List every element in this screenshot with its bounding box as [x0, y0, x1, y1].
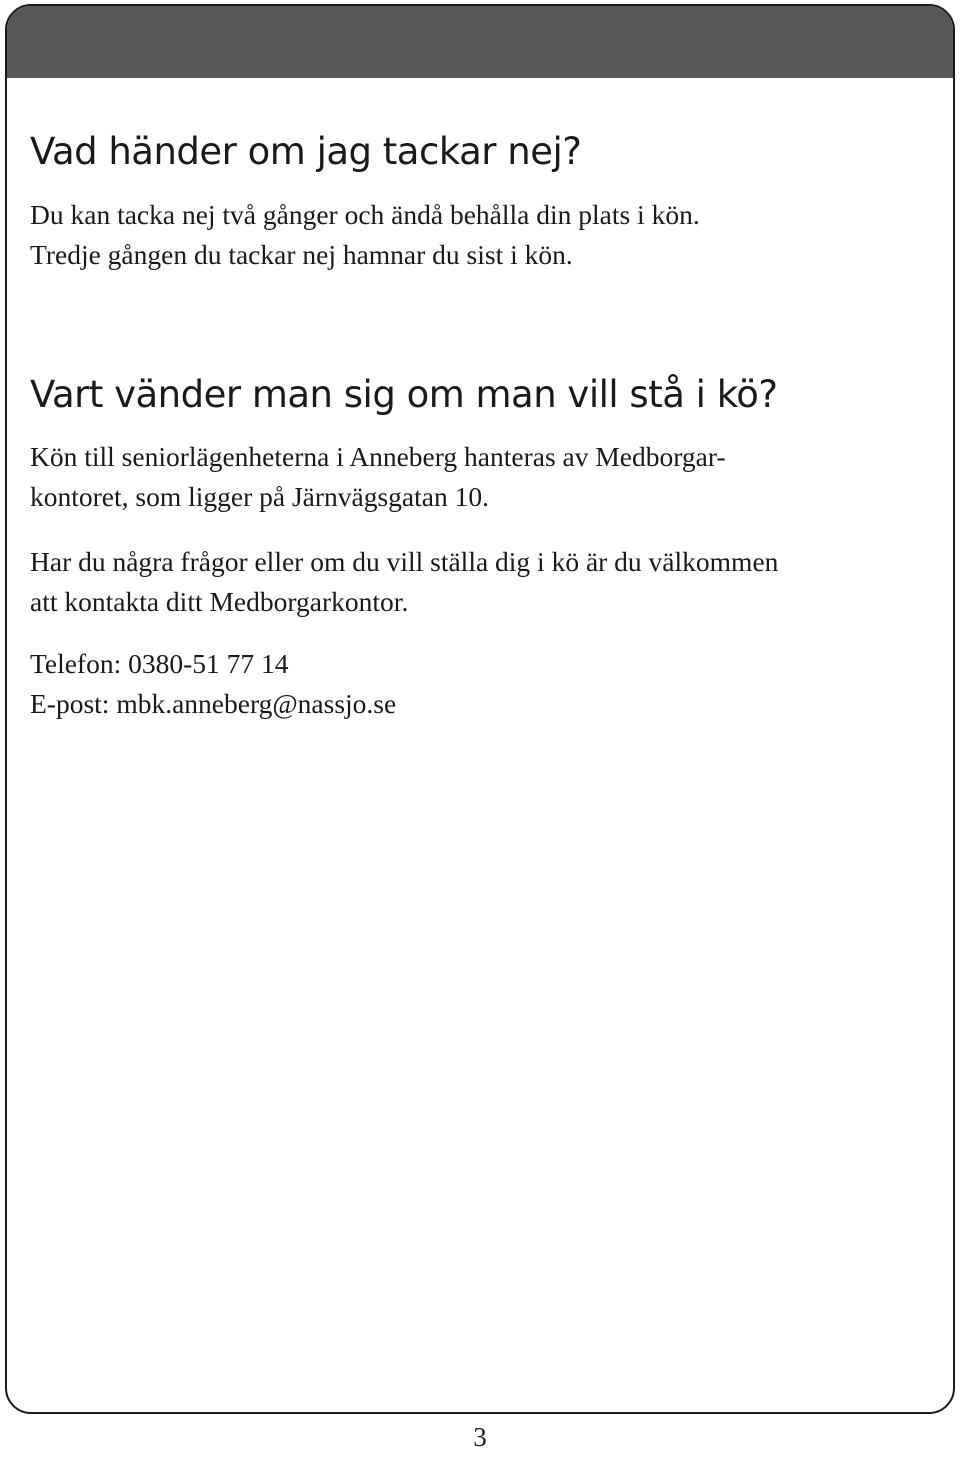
email-line: E-post: mbk.anneberg@nassjo.se: [30, 688, 397, 719]
text-line: Har du några frågor eller om du vill ställa dig i kö är du välkommen: [30, 546, 779, 577]
paragraph-contact-invite: [30, 542, 778, 622]
text-line: Tredje gången du tackar nej hamnar du sist i kön.: [30, 239, 573, 270]
paragraph-queue-office: [30, 437, 726, 517]
page-card: [5, 4, 955, 1414]
paragraph-decline-info: [30, 195, 700, 275]
section-heading-decline: Vad händer om jag tackar nej?: [30, 130, 582, 173]
text-line: Kön till seniorlägenheterna i Anneberg hanteras av Medborgar-: [30, 441, 726, 472]
header-band: [7, 6, 953, 78]
phone-line: Telefon: 0380-51 77 14: [30, 648, 289, 679]
paragraph-contact-details: [30, 644, 396, 724]
page-number: 3: [473, 1422, 487, 1452]
text-line: kontoret, som ligger på Järnvägsgatan 10.: [30, 481, 489, 512]
section-heading-queue: Vart vänder man sig om man vill stå i kö?: [30, 373, 778, 416]
text-line: att kontakta ditt Medborgarkontor.: [30, 586, 409, 617]
text-line: Du kan tacka nej två gånger och ändå behålla din plats i kön.: [30, 199, 700, 230]
